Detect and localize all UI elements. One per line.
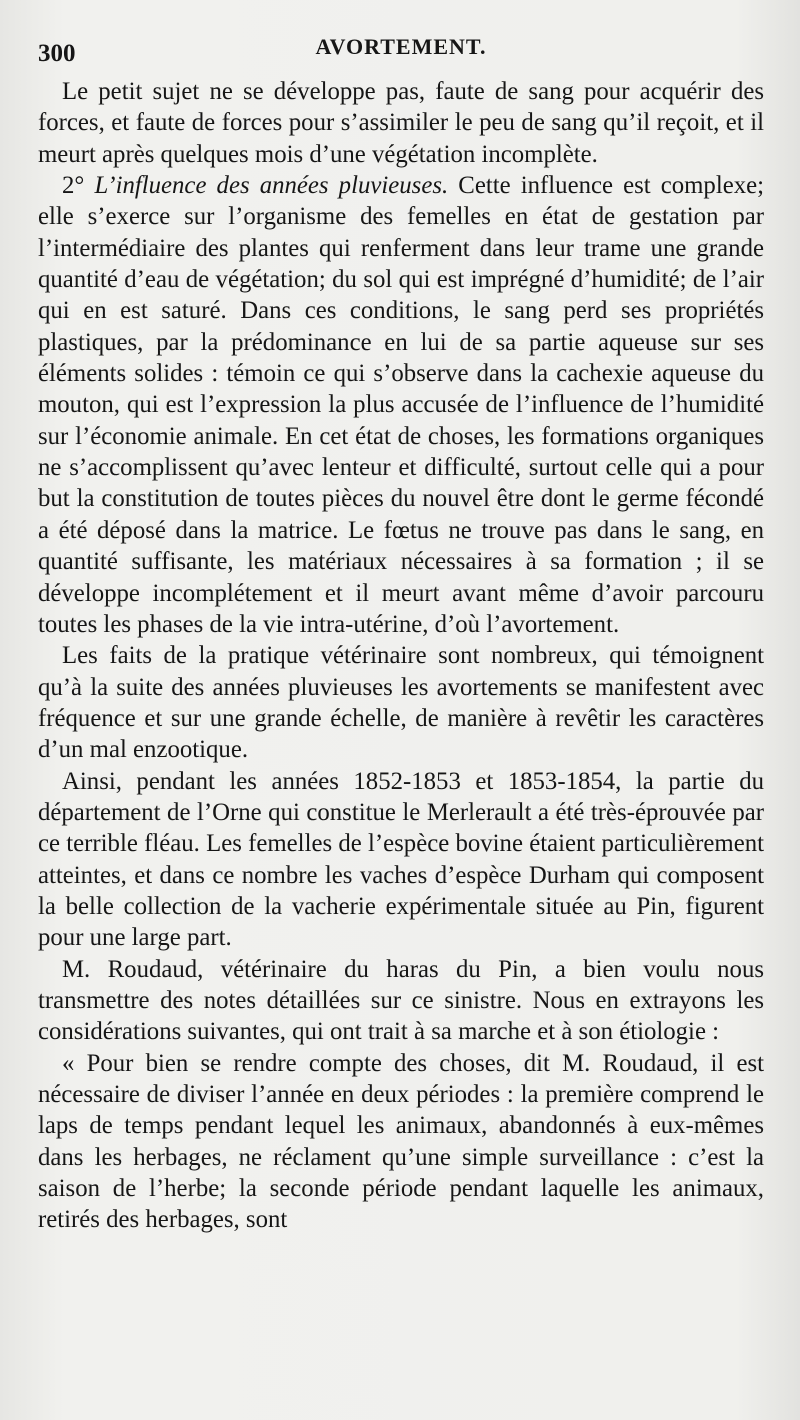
paragraph-2-italic-heading: L’influence des années pluvieuses. bbox=[94, 172, 449, 200]
paragraph-4 bbox=[38, 766, 764, 954]
paragraph-5 bbox=[38, 954, 764, 1048]
paragraph-4-text: Ainsi, pendant les années 1852-1853 et 1853-1854, la partie du département de l’Orne qui constitue le Merlerault a été très-éprouvée par ce terrible fléau. Les femelles de l’espèce bovine étaient particulièrement atteintes, et dans ce nombre les vaches d’espèce Durham qui composent la belle collection de la vacherie expérimentale située au Pin, figurent pour une large part. bbox=[38, 767, 764, 952]
paragraph-2-lead: 2° bbox=[62, 172, 95, 200]
running-title: AVORTEMENT. bbox=[315, 34, 487, 59]
page-number: 300 bbox=[38, 40, 76, 67]
paragraph-5-text: M. Roudaud, vétérinaire du haras du Pin, a bien voulu nous transmettre des notes détaillées sur ce sinistre. Nous en extrayons les considérations suivantes, qui ont trait à sa marche et à son étiologie : bbox=[38, 955, 764, 1046]
paragraph-3-text: Les faits de la pratique vétérinaire sont nombreux, qui témoignent qu’à la suite des années pluvieuses les avortements se manifestent avec fréquence et sur une grande échelle, de manière à revêtir les caractères d’un mal enzootique. bbox=[38, 642, 764, 764]
paragraph-3 bbox=[38, 640, 764, 765]
paragraph-6-text: « Pour bien se rendre compte des choses, dit M. Roudaud, il est nécessaire de diviser l’année en deux périodes : la première comprend le laps de temps pendant lequel les animaux, abandonnés à eux-mêmes dans les herbages, ne réclament qu’une simple surveillance : c’est la saison de l’herbe; la seconde période pendant laquelle les animaux, retirés des herbages, sont bbox=[38, 1049, 764, 1234]
running-head bbox=[38, 30, 764, 76]
body-text bbox=[38, 76, 764, 1236]
paragraph-1-text: Le petit sujet ne se développe pas, faute de sang pour acquérir des forces, et faute de forces pour s’assimiler le peu de sang qu’il reçoit, et il meurt après quelques mois d’une végétation incomplète. bbox=[38, 78, 764, 168]
paragraph-6 bbox=[38, 1048, 764, 1236]
paragraph-2 bbox=[38, 170, 764, 640]
paragraph-1 bbox=[38, 76, 764, 170]
paragraph-2-text: Cette influence est complexe; elle s’exerce sur l’organisme des femelles en état de gestation par l’intermédiaire des plantes qui renferment dans leur trame une grande quantité d’eau de végétation; du sol qui est imprégné d’humidité; de l’air qui en est saturé. Dans ces conditions, le sang perd ses propriétés plastiques, par la prédominance en lui de sa partie aqueuse sur ses éléments solides : témoin ce qui s’observe dans la cachexie aqueuse du mouton, qui est l’expression la plus accusée de l’influence de l’humidité sur l’économie animale. En cet état de choses, les formations organiques ne s’accomplissent qu’avec lenteur et difficulté, surtout celle qui a pour but la constitution de toutes pièces du nouvel être dont le germe fécondé a été déposé dans la matrice. Le fœtus ne trouve pas dans le sang, en quantité suffisante, les matériaux nécessaires à sa formation ; il se développe incomplétement et il meurt avant même d’avoir parcouru toutes les phases de la vie intra-utérine, d’où l’avortement. bbox=[38, 172, 765, 638]
